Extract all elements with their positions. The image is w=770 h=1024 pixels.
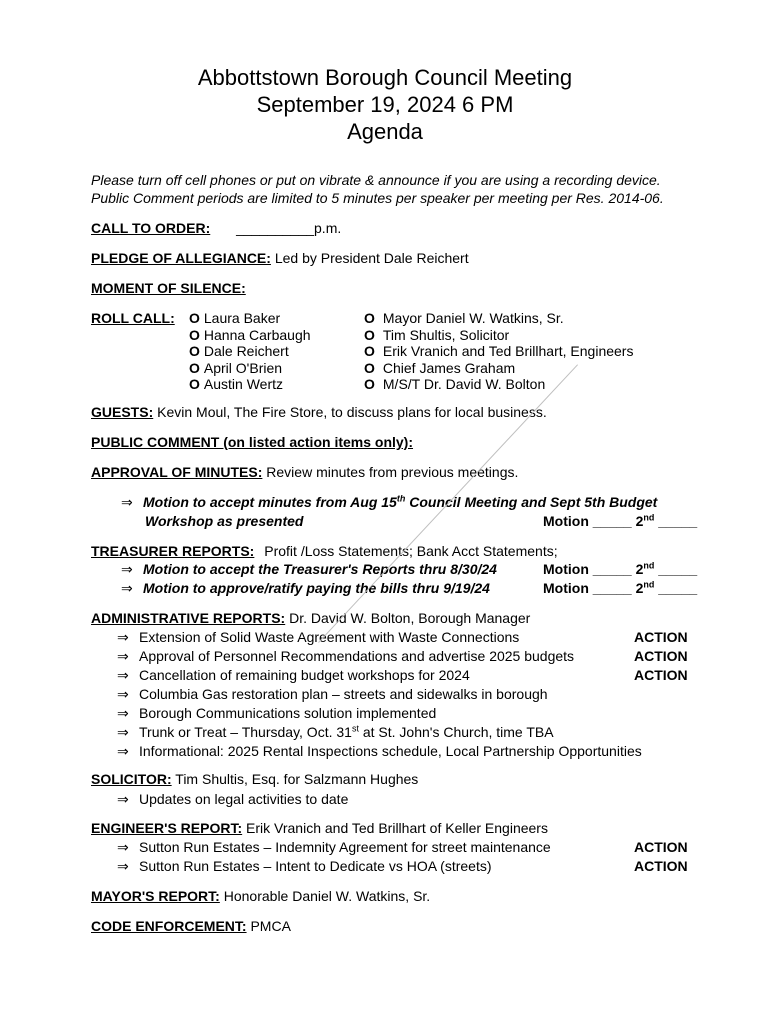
roll-bullet: O [189,326,200,343]
roll-item [189,327,311,344]
treasurer-vote-2 [543,580,697,597]
sup: nd [643,560,655,571]
engineer-value: Erik Vranich and Ted Brillhart of Keller Engineers [246,820,548,836]
roll-name: Chief James Graham [382,359,516,376]
sup: nd [643,512,655,523]
roll-item [364,343,633,360]
arrow-icon: ⇒ [117,839,129,855]
minutes-motion [121,494,657,511]
arrow-icon: ⇒ [117,858,129,874]
admin-item-text: Approval of Personnel Recommendations and advertise 2025 budgets [139,648,575,664]
admin-item [117,667,470,684]
sup: nd [643,579,655,590]
moment-of-silence [91,280,246,297]
agenda-heading: Agenda [347,119,423,144]
minutes-motion-line-2: Workshop as presented [145,513,304,529]
admin-item [117,743,642,760]
roll-bullet: O [189,376,200,392]
pledge-label: PLEDGE OF ALLEGIANCE: [91,250,271,266]
arrow-icon: ⇒ [117,629,129,645]
sup: st [351,723,359,734]
arrow-icon: ⇒ [121,580,133,596]
admin-item-text: Extension of Solid Waste Agreement with Waste Connections [139,629,520,645]
mayor-report [91,888,430,905]
minutes-vote [543,513,697,530]
arrow-icon: ⇒ [117,705,129,721]
engineer-label: ENGINEER'S REPORT: [91,820,243,836]
engineer-report [91,820,548,837]
solicitor-label: SOLICITOR: [91,771,172,787]
call-to-order [91,220,341,237]
solicitor [91,771,418,788]
treasurer-vote-1 [543,561,697,578]
roll-item [364,360,515,377]
treasurer-motion-2 [121,580,490,597]
guests-label: GUESTS: [91,404,154,420]
engineer-item-text: Sutton Run Estates – Intent to Dedicate vs HOA (streets) [139,858,492,874]
administrative-reports [91,610,530,627]
admin-item-text: Informational: 2025 Rental Inspections schedule, Local Partnership Opportunities [139,743,642,759]
notice-line-2: Public Comment periods are limited to 5 minutes per speaker per meeting per Res. 2014-06. [91,190,664,206]
roll-item [189,343,289,360]
approval-of-minutes [91,464,518,481]
roll-item [189,360,282,377]
roll-name: Tim Shultis, Solicitor [382,326,510,343]
vote-text: Motion _____ 2 [543,561,644,577]
solicitor-value: Tim Shultis, Esq. for Salzmann Hughes [175,771,419,787]
arrow-icon: ⇒ [117,724,129,740]
admin-label: ADMINISTRATIVE REPORTS: [91,610,286,626]
admin-item [117,686,548,703]
motion-text: Motion to approve/ratify paying the bills thru 9/19/24 [143,580,490,596]
arrow-icon: ⇒ [117,686,129,702]
minutes-value: Review minutes from previous meetings. [266,464,519,480]
action-label: ACTION [634,858,688,874]
roll-name: Mayor Daniel W. Watkins, Sr. [382,310,564,326]
arrow-icon: ⇒ [121,494,133,510]
roll-call-label: ROLL CALL: [91,310,175,326]
roll-name: Austin Wertz [203,376,283,392]
roll-item [364,310,564,327]
mayor-label: MAYOR'S REPORT: [91,888,220,904]
vote-end: _____ [654,580,698,596]
roll-name: M/S/T Dr. David W. Bolton [382,376,546,392]
solicitor-item [117,791,348,808]
roll-name: Laura Baker [203,310,281,326]
roll-bullet: O [189,343,200,359]
engineer-item [117,858,492,875]
treasurer-motion-1 [121,561,497,578]
minutes-label: APPROVAL OF MINUTES: [91,464,263,480]
engineer-item [117,839,551,856]
silence-label: MOMENT OF SILENCE: [91,280,246,296]
roll-item [189,310,280,327]
mayor-value: Honorable Daniel W. Watkins, Sr. [223,888,431,904]
admin-item [117,629,519,646]
call-to-order-label: CALL TO ORDER: [91,220,211,236]
sup: th [396,493,406,504]
roll-bullet: O [189,359,200,376]
admin-item [117,705,436,722]
roll-bullet: O [364,326,375,343]
admin-item-text-end: at St. John's Church, time TBA [358,724,554,740]
code-enforcement [91,918,291,935]
vote-text: Motion _____ 2 [543,580,644,596]
meeting-date: September 19, 2024 6 PM [256,92,514,117]
admin-value: Dr. David W. Bolton, Borough Manager [289,610,531,626]
call-to-order-time: __________p.m. [236,220,342,236]
motion-text: Motion to accept the Treasurer's Reports thru 8/30/24 [143,561,497,577]
minutes-motion-text-2: Council Meeting and Sept 5th Budget [405,494,658,510]
guests-value: Kevin Moul, The Fire Store, to discuss plans for local business. [157,404,547,420]
roll-bullet: O [364,343,375,359]
roll-name: April O'Brien [203,359,283,376]
public-comment [91,434,413,451]
action-label: ACTION [634,839,688,855]
guests [91,404,547,421]
treasurer-label: TREASURER REPORTS: [91,543,255,559]
code-value: PMCA [250,918,291,934]
meeting-title: Abbottstown Borough Council Meeting [197,65,573,90]
engineer-item-text: Sutton Run Estates – Indemnity Agreement for street maintenance [139,839,551,855]
arrow-icon: ⇒ [121,561,133,577]
roll-item [189,376,283,393]
roll-bullet: O [364,376,375,392]
public-comment-label: PUBLIC COMMENT (on listed action items only): [91,434,414,450]
arrow-icon: ⇒ [117,667,129,683]
notice-line-1: Please turn off cell phones or put on vibrate & announce if you are using a recording device. [91,172,661,188]
pledge-value: Led by President Dale Reichert [274,250,469,266]
action-label: ACTION [634,648,688,664]
roll-bullet: O [189,310,200,326]
admin-item-text: Columbia Gas restoration plan – streets and sidewalks in borough [139,686,548,702]
action-label: ACTION [634,667,688,683]
pledge [91,250,469,267]
arrow-icon: ⇒ [117,791,129,807]
roll-name: Dale Reichert [203,343,289,359]
treasurer-value: Profit /Loss Statements; Bank Acct Statements; [264,543,558,559]
admin-item-text: Cancellation of remaining budget workshops for 2024 [139,667,470,683]
roll-item [364,327,509,344]
arrow-icon: ⇒ [117,743,129,759]
roll-call-label-wrap [91,310,175,327]
arrow-icon: ⇒ [117,648,129,664]
admin-item-text: Borough Communications solution implemented [139,705,437,721]
admin-item-text: Trunk or Treat – Thursday, Oct. 31 [139,724,352,740]
roll-item [364,376,545,393]
roll-bullet: O [364,310,375,326]
vote-end: _____ [654,513,698,529]
treasurer-reports [91,543,558,560]
code-label: CODE ENFORCEMENT: [91,918,247,934]
action-label: ACTION [634,629,688,645]
roll-name: Hanna Carbaugh [203,326,311,343]
vote-end: _____ [654,561,698,577]
roll-bullet: O [364,359,375,376]
admin-item [117,724,554,741]
vote-text: Motion _____ 2 [543,513,644,529]
minutes-motion-text: Motion to accept minutes from Aug 15 [143,494,397,510]
admin-item [117,648,574,665]
solicitor-item-text: Updates on legal activities to date [139,791,349,807]
roll-name: Erik Vranich and Ted Brillhart, Engineers [382,343,634,359]
